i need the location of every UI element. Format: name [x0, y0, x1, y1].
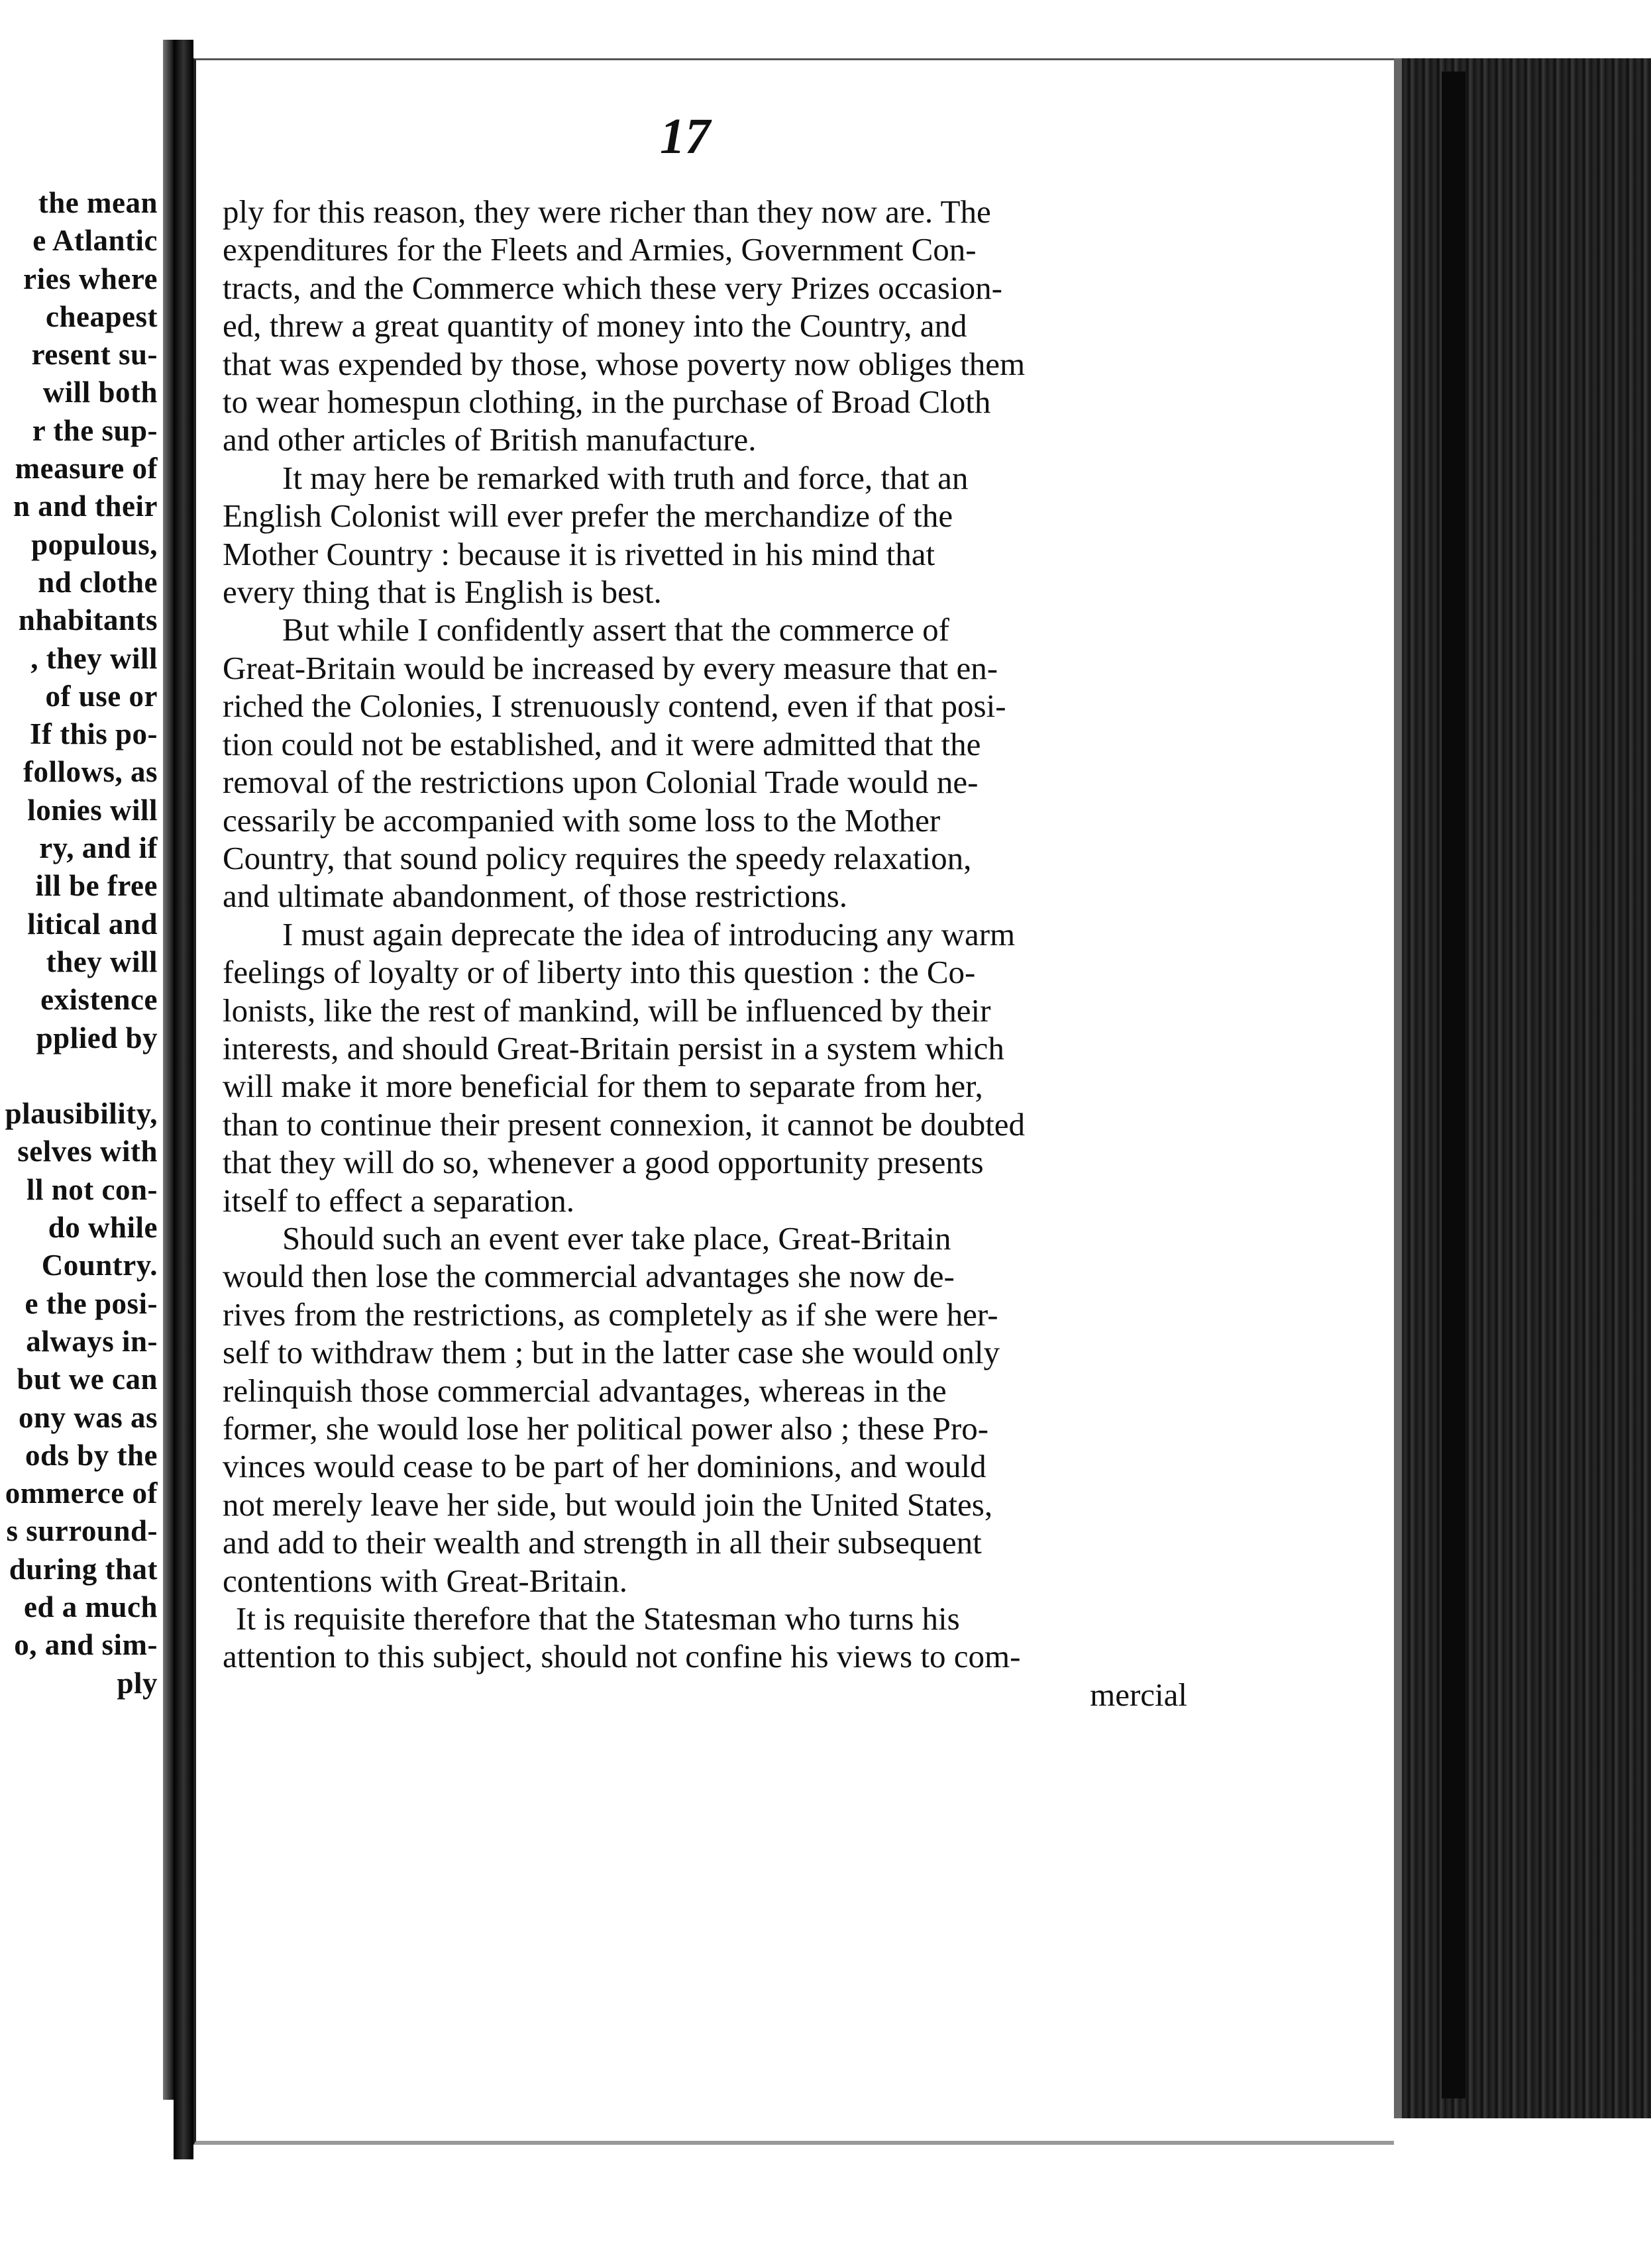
left-line: litical and: [27, 907, 158, 941]
text-line: interests, and should Great-Britain persist in a system which: [223, 1029, 1004, 1066]
left-line: ill be free: [35, 869, 158, 903]
left-page-text: [5, 184, 158, 1702]
text-line: But while I confidently assert that the commerce of: [282, 611, 949, 648]
left-line: during that: [9, 1552, 158, 1586]
left-line: the mean: [38, 186, 158, 219]
left-line: nd clothe: [38, 565, 158, 599]
text-line: that they will do so, whenever a good opportunity presents: [223, 1144, 984, 1181]
text-line: It may here be remarked with truth and force, that an: [282, 459, 969, 496]
left-line: but we can: [17, 1363, 158, 1396]
text-line: self to withdraw them ; but in the latter case she would only: [223, 1334, 1000, 1371]
text-line: than to continue their present connexion, it cannot be doubted: [223, 1106, 1026, 1143]
text-line: Great-Britain would be increased by every measure that en-: [223, 649, 998, 686]
text-line: English Colonist will ever prefer the merchandize of the: [223, 497, 953, 535]
text-line: that was expended by those, whose poverty now obliges them: [223, 345, 1026, 382]
left-line: follows, as: [23, 755, 158, 789]
text-line: not merely leave her side, but would join the United States,: [223, 1486, 993, 1523]
text-line: cessarily be accompanied with some loss to the Mother: [223, 801, 941, 839]
text-line: attention to this subject, should not confine his views to com-: [223, 1638, 1021, 1675]
text-line: former, she would lose her political power also ; these Pro-: [223, 1410, 989, 1447]
text-line: tracts, and the Commerce which these very Prizes occasion-: [223, 269, 1002, 306]
text-line: lonists, like the rest of mankind, will be influenced by their: [223, 992, 991, 1029]
left-line: nhabitants: [18, 603, 158, 637]
page-body-text: [223, 193, 1187, 1714]
left-line: [5, 1057, 158, 1095]
bottom-margin: [0, 2159, 1651, 2268]
left-page-gutter-shadow: [163, 40, 174, 2100]
left-line: ries where: [23, 262, 158, 295]
left-line: n and their: [13, 490, 158, 523]
text-line: itself to effect a separation.: [223, 1182, 575, 1219]
left-line: ry, and if: [39, 831, 158, 865]
left-line: resent su-: [31, 338, 158, 372]
text-line: and add to their wealth and strength in all their subsequent: [223, 1524, 982, 1561]
left-line: s surround-: [6, 1514, 158, 1548]
text-line: ply for this reason, they were richer than they now are. The: [223, 193, 991, 230]
left-line: of use or: [45, 679, 158, 713]
left-line: If this po-: [29, 717, 158, 751]
text-line: Should such an event ever take place, Great-Britain: [282, 1219, 951, 1257]
book-fore-edge: [1394, 58, 1651, 2118]
left-line: ed a much: [23, 1590, 158, 1624]
main-page: [193, 58, 1394, 2145]
left-line: ll not con-: [26, 1172, 158, 1206]
text-line: tion could not be established, and it were admitted that the: [223, 725, 981, 762]
left-line: selves with: [17, 1135, 158, 1168]
text-line: It is requisite therefore that the Statesman who turns his: [236, 1600, 960, 1637]
text-line: Mother Country : because it is rivetted in his mind that: [223, 535, 935, 572]
text-line: to wear homespun clothing, in the purchase of Broad Cloth: [223, 384, 991, 421]
left-line: , they will: [30, 641, 158, 675]
text-line: would then lose the commercial advantages she now de-: [223, 1258, 955, 1295]
left-line: existence: [40, 983, 158, 1017]
text-line: Country, that sound policy requires the speedy relaxation,: [223, 839, 972, 876]
text-line: and other articles of British manufacture.: [223, 421, 757, 458]
left-line: ply: [117, 1666, 158, 1700]
fore-edge-shadow: [1442, 72, 1465, 2098]
left-line: lonies will: [27, 793, 158, 827]
left-page-fragment: [0, 40, 174, 2100]
text-line: every thing that is English is best.: [223, 574, 662, 611]
left-line: they will: [46, 945, 158, 978]
text-line: riched the Colonies, I strenuously contend, even if that posi-: [223, 688, 1006, 725]
left-line: pplied by: [36, 1021, 158, 1055]
text-line: expenditures for the Fleets and Armies, Government Con-: [223, 231, 977, 268]
text-line: contentions with Great-Britain.: [223, 1562, 627, 1599]
left-line: plausibility,: [5, 1097, 158, 1131]
left-line: measure of: [15, 452, 158, 486]
left-line: always in-: [26, 1324, 158, 1358]
left-line: o, and sim-: [14, 1628, 158, 1662]
left-line: r the sup-: [32, 413, 158, 447]
text-line: ed, threw a great quantity of money into the Country, and: [223, 307, 967, 344]
left-line: will both: [42, 376, 158, 409]
catchword: mercial: [1090, 1676, 1187, 1713]
left-line: ony was as: [18, 1400, 158, 1434]
text-line: relinquish those commercial advantages, whereas in the: [223, 1372, 947, 1409]
left-line: populous,: [31, 527, 158, 561]
page-number: 17: [660, 109, 710, 164]
left-line: e the posi-: [25, 1286, 158, 1320]
text-line: vinces would cease to be part of her dominions, and would: [223, 1448, 986, 1485]
text-line: will make it more beneficial for them to separate from her,: [223, 1068, 983, 1105]
left-line: cheapest: [46, 299, 158, 333]
text-line: rives from the restrictions, as completely as if she were her-: [223, 1296, 998, 1333]
text-line: I must again deprecate the idea of introducing any warm: [282, 915, 1016, 953]
left-line: ods by the: [25, 1438, 158, 1472]
left-line: ommerce of: [5, 1476, 158, 1510]
left-line: do while: [48, 1211, 158, 1245]
left-line: Country.: [41, 1249, 158, 1282]
text-line: feelings of loyalty or of liberty into this question : the Co-: [223, 954, 976, 991]
text-line: and ultimate abandonment, of those restrictions.: [223, 878, 848, 915]
text-line: removal of the restrictions upon Colonial Trade would ne-: [223, 764, 979, 801]
book-binding-gutter: [174, 40, 193, 2159]
left-line: e Atlantic: [32, 224, 158, 258]
